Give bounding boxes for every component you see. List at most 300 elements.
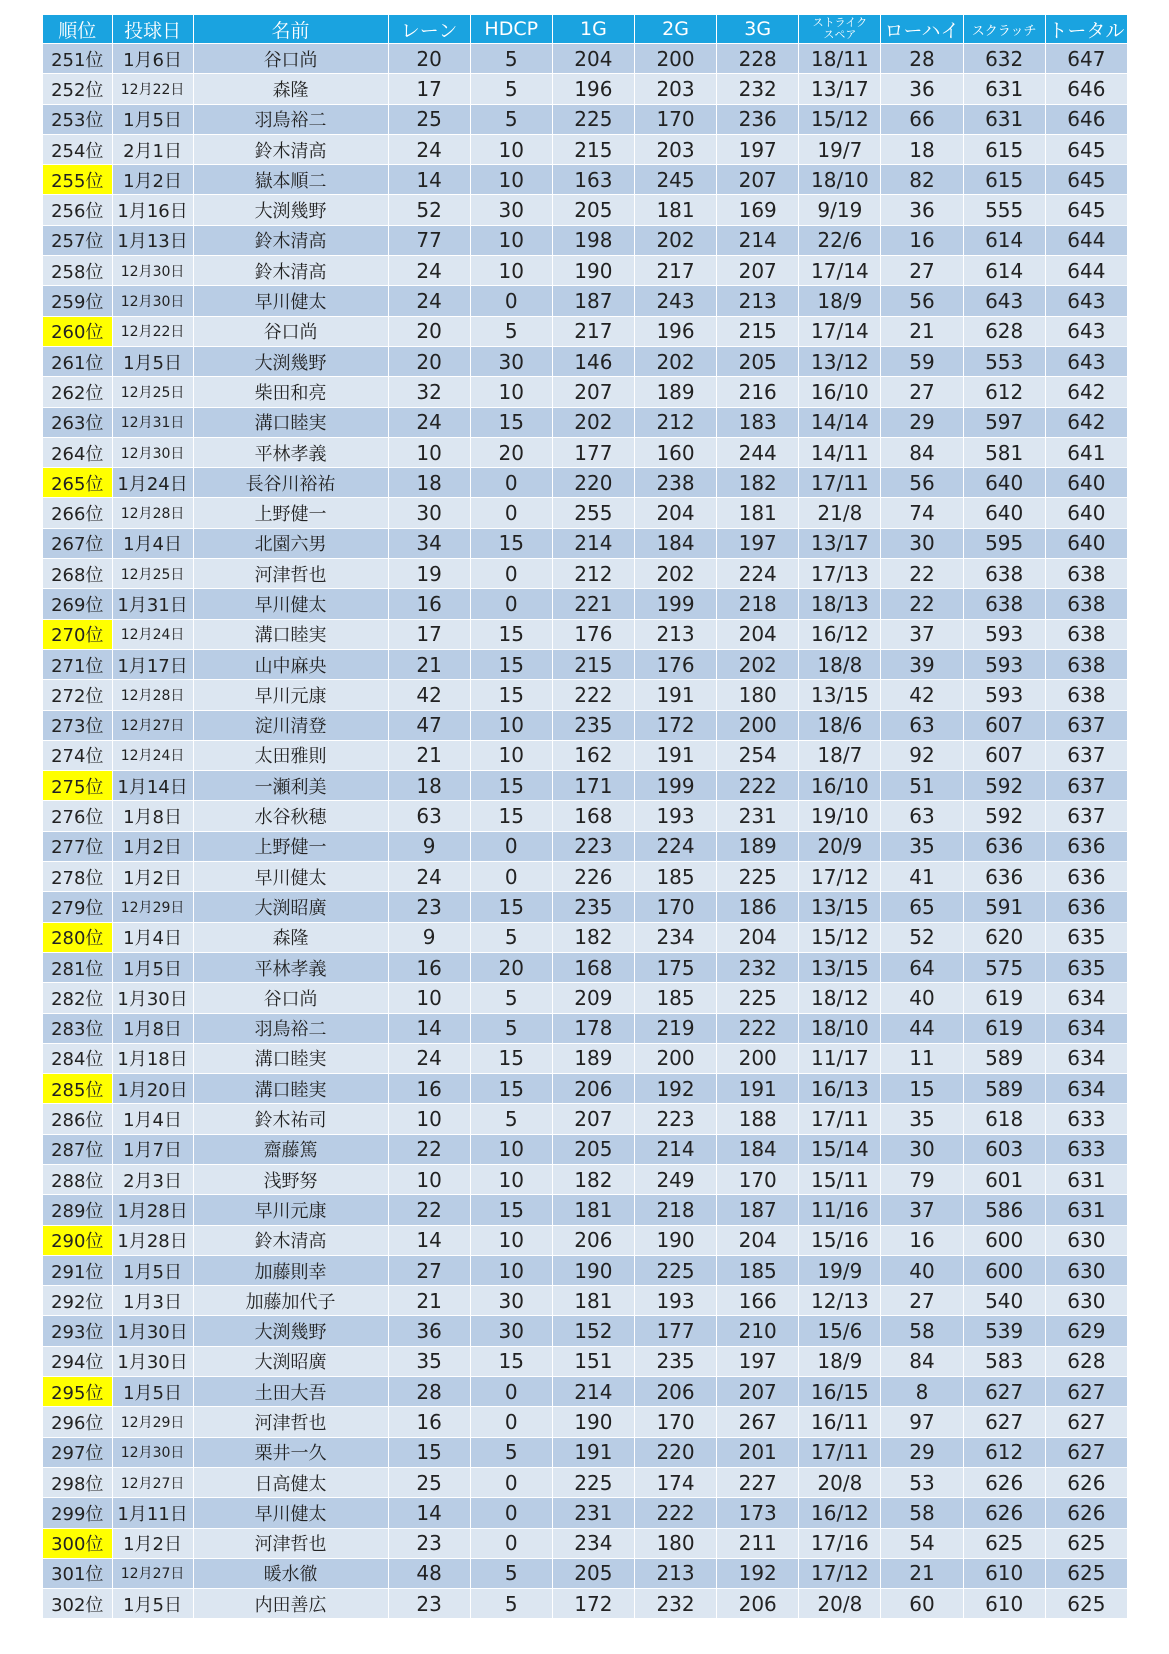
cell-rank: 292位 — [43, 1286, 113, 1316]
cell-lowhigh: 58 — [881, 1498, 963, 1528]
cell-game2: 238 — [634, 468, 716, 498]
cell-rank: 295位 — [43, 1377, 113, 1407]
cell-lowhigh: 29 — [881, 407, 963, 437]
cell-hdcp: 10 — [470, 134, 552, 164]
cell-strike-spare: 16/11 — [799, 1407, 881, 1437]
cell-game3: 225 — [717, 983, 799, 1013]
cell-rank: 281位 — [43, 952, 113, 982]
cell-total: 635 — [1045, 922, 1127, 952]
table-row — [43, 952, 1128, 982]
table-row — [43, 771, 1128, 801]
cell-lane: 36 — [388, 1316, 470, 1346]
cell-name: 早川健太 — [193, 286, 388, 316]
cell-game3: 170 — [717, 1164, 799, 1194]
cell-strike-spare: 9/19 — [799, 195, 881, 225]
cell-date: 1月5日 — [112, 346, 193, 376]
cell-date: 1月16日 — [112, 195, 193, 225]
cell-name: 大渕昭廣 — [193, 892, 388, 922]
cell-lowhigh: 63 — [881, 801, 963, 831]
cell-rank: 302位 — [43, 1589, 113, 1619]
cell-game1: 189 — [552, 1043, 634, 1073]
cell-total: 633 — [1045, 1104, 1127, 1134]
cell-date: 1月5日 — [112, 952, 193, 982]
cell-lane: 10 — [388, 1104, 470, 1134]
cell-game2: 206 — [634, 1377, 716, 1407]
cell-strike-spare: 17/14 — [799, 256, 881, 286]
header-strike-spare-line: スペア — [823, 28, 857, 41]
cell-total: 642 — [1045, 377, 1127, 407]
cell-game3: 228 — [717, 44, 799, 74]
cell-strike-spare: 17/13 — [799, 559, 881, 589]
cell-date: 1月28日 — [112, 1225, 193, 1255]
cell-total: 625 — [1045, 1558, 1127, 1588]
cell-game3: 216 — [717, 377, 799, 407]
cell-scratch: 607 — [963, 740, 1045, 770]
cell-name: 栗井一久 — [193, 1437, 388, 1467]
cell-hdcp: 10 — [470, 225, 552, 255]
cell-scratch: 589 — [963, 1043, 1045, 1073]
cell-hdcp: 30 — [470, 346, 552, 376]
cell-lane: 48 — [388, 1558, 470, 1588]
cell-game3: 191 — [717, 1074, 799, 1104]
cell-strike-spare: 17/12 — [799, 1558, 881, 1588]
cell-game2: 235 — [634, 1346, 716, 1376]
cell-strike-spare: 18/9 — [799, 286, 881, 316]
cell-name: 上野健一 — [193, 831, 388, 861]
cell-game2: 191 — [634, 740, 716, 770]
cell-name: 羽鳥裕二 — [193, 1013, 388, 1043]
cell-strike-spare: 20/8 — [799, 1589, 881, 1619]
cell-strike-spare: 18/7 — [799, 740, 881, 770]
cell-strike-spare: 17/11 — [799, 468, 881, 498]
cell-date: 1月5日 — [112, 1589, 193, 1619]
cell-game1: 152 — [552, 1316, 634, 1346]
cell-strike-spare: 17/11 — [799, 1437, 881, 1467]
cell-date: 1月4日 — [112, 922, 193, 952]
cell-scratch: 593 — [963, 649, 1045, 679]
cell-game1: 225 — [552, 1467, 634, 1497]
cell-lane: 35 — [388, 1346, 470, 1376]
cell-scratch: 539 — [963, 1316, 1045, 1346]
cell-game2: 199 — [634, 771, 716, 801]
cell-hdcp: 5 — [470, 1558, 552, 1588]
table-row — [43, 437, 1128, 467]
cell-game2: 200 — [634, 1043, 716, 1073]
cell-rank: 275位 — [43, 771, 113, 801]
cell-game1: 205 — [552, 195, 634, 225]
cell-strike-spare: 15/16 — [799, 1225, 881, 1255]
cell-total: 636 — [1045, 831, 1127, 861]
cell-game3: 254 — [717, 740, 799, 770]
cell-scratch: 591 — [963, 892, 1045, 922]
cell-lane: 23 — [388, 892, 470, 922]
cell-game1: 215 — [552, 649, 634, 679]
cell-date: 1月18日 — [112, 1043, 193, 1073]
table-row — [43, 134, 1128, 164]
cell-date: 1月24日 — [112, 468, 193, 498]
header-rank: 順位 — [43, 15, 113, 44]
cell-rank: 261位 — [43, 346, 113, 376]
cell-date: 1月5日 — [112, 1255, 193, 1285]
cell-total: 643 — [1045, 316, 1127, 346]
header-strike-spare — [799, 15, 881, 44]
cell-lowhigh: 58 — [881, 1316, 963, 1346]
cell-lowhigh: 36 — [881, 195, 963, 225]
cell-game2: 202 — [634, 225, 716, 255]
cell-game2: 185 — [634, 983, 716, 1013]
cell-game3: 189 — [717, 831, 799, 861]
table-row — [43, 1528, 1128, 1558]
cell-scratch: 643 — [963, 286, 1045, 316]
cell-scratch: 620 — [963, 922, 1045, 952]
cell-lowhigh: 21 — [881, 1558, 963, 1588]
cell-date: 1月3日 — [112, 1286, 193, 1316]
cell-lane: 24 — [388, 407, 470, 437]
cell-lane: 10 — [388, 437, 470, 467]
cell-game1: 178 — [552, 1013, 634, 1043]
cell-lane: 34 — [388, 528, 470, 558]
cell-rank: 286位 — [43, 1104, 113, 1134]
cell-date: 1月31日 — [112, 589, 193, 619]
cell-date: 1月5日 — [112, 1377, 193, 1407]
cell-strike-spare: 18/11 — [799, 44, 881, 74]
table-row — [43, 680, 1128, 710]
cell-lane: 19 — [388, 559, 470, 589]
cell-total: 638 — [1045, 589, 1127, 619]
cell-name: 内田善広 — [193, 1589, 388, 1619]
cell-name: 加藤則幸 — [193, 1255, 388, 1285]
cell-name: 溝口睦実 — [193, 619, 388, 649]
cell-lane: 10 — [388, 983, 470, 1013]
cell-name: 河津哲也 — [193, 1528, 388, 1558]
cell-total: 633 — [1045, 1134, 1127, 1164]
cell-strike-spare: 17/12 — [799, 862, 881, 892]
cell-rank: 297位 — [43, 1437, 113, 1467]
cell-hdcp: 15 — [470, 892, 552, 922]
cell-scratch: 615 — [963, 134, 1045, 164]
table-row — [43, 1437, 1128, 1467]
cell-hdcp: 0 — [470, 498, 552, 528]
cell-game1: 151 — [552, 1346, 634, 1376]
table-row — [43, 286, 1128, 316]
cell-strike-spare: 22/6 — [799, 225, 881, 255]
cell-scratch: 626 — [963, 1498, 1045, 1528]
cell-game3: 182 — [717, 468, 799, 498]
cell-game1: 202 — [552, 407, 634, 437]
cell-scratch: 540 — [963, 1286, 1045, 1316]
cell-total: 637 — [1045, 771, 1127, 801]
cell-strike-spare: 18/10 — [799, 1013, 881, 1043]
cell-name: 大渕幾野 — [193, 346, 388, 376]
cell-total: 631 — [1045, 1164, 1127, 1194]
cell-strike-spare: 16/12 — [799, 619, 881, 649]
cell-scratch: 581 — [963, 437, 1045, 467]
cell-game2: 218 — [634, 1195, 716, 1225]
cell-game3: 232 — [717, 74, 799, 104]
cell-lowhigh: 27 — [881, 1286, 963, 1316]
cell-hdcp: 15 — [470, 1043, 552, 1073]
cell-game1: 255 — [552, 498, 634, 528]
cell-rank: 271位 — [43, 649, 113, 679]
cell-rank: 254位 — [43, 134, 113, 164]
ranking-table — [42, 14, 1128, 1619]
cell-strike-spare: 15/14 — [799, 1134, 881, 1164]
cell-game1: 209 — [552, 983, 634, 1013]
cell-date: 1月30日 — [112, 1316, 193, 1346]
cell-game1: 177 — [552, 437, 634, 467]
cell-lowhigh: 22 — [881, 559, 963, 589]
cell-date: 1月14日 — [112, 771, 193, 801]
table-row — [43, 1407, 1128, 1437]
cell-hdcp: 0 — [470, 1407, 552, 1437]
cell-lane: 25 — [388, 1467, 470, 1497]
cell-scratch: 627 — [963, 1407, 1045, 1437]
cell-game2: 193 — [634, 1286, 716, 1316]
cell-hdcp: 10 — [470, 1225, 552, 1255]
cell-game3: 207 — [717, 256, 799, 286]
cell-scratch: 610 — [963, 1589, 1045, 1619]
cell-hdcp: 15 — [470, 1074, 552, 1104]
table-row — [43, 74, 1128, 104]
table-row — [43, 225, 1128, 255]
cell-name: 早川健太 — [193, 1498, 388, 1528]
cell-name: 鈴木清高 — [193, 134, 388, 164]
cell-hdcp: 15 — [470, 801, 552, 831]
cell-hdcp: 5 — [470, 316, 552, 346]
cell-scratch: 601 — [963, 1164, 1045, 1194]
cell-lane: 30 — [388, 498, 470, 528]
cell-game1: 235 — [552, 710, 634, 740]
cell-rank: 289位 — [43, 1195, 113, 1225]
header-lane: レーン — [388, 15, 470, 44]
cell-rank: 258位 — [43, 256, 113, 286]
cell-rank: 278位 — [43, 862, 113, 892]
cell-game3: 205 — [717, 346, 799, 376]
cell-game2: 189 — [634, 377, 716, 407]
cell-strike-spare: 17/16 — [799, 1528, 881, 1558]
cell-total: 637 — [1045, 740, 1127, 770]
cell-total: 643 — [1045, 286, 1127, 316]
cell-lowhigh: 28 — [881, 44, 963, 74]
cell-game3: 215 — [717, 316, 799, 346]
table-row — [43, 165, 1128, 195]
cell-game2: 177 — [634, 1316, 716, 1346]
cell-lowhigh: 60 — [881, 1589, 963, 1619]
cell-date: 2月3日 — [112, 1164, 193, 1194]
cell-total: 640 — [1045, 528, 1127, 558]
cell-hdcp: 10 — [470, 710, 552, 740]
cell-name: 羽鳥裕二 — [193, 104, 388, 134]
cell-game1: 172 — [552, 1589, 634, 1619]
cell-game2: 199 — [634, 589, 716, 619]
cell-hdcp: 20 — [470, 952, 552, 982]
cell-name: 谷口尚 — [193, 44, 388, 74]
header-strike-spare-line: ストライク — [812, 16, 868, 29]
cell-hdcp: 0 — [470, 1498, 552, 1528]
cell-game3: 186 — [717, 892, 799, 922]
cell-scratch: 592 — [963, 771, 1045, 801]
cell-game2: 225 — [634, 1255, 716, 1285]
cell-hdcp: 15 — [470, 1195, 552, 1225]
cell-game1: 231 — [552, 1498, 634, 1528]
cell-name: 溝口睦実 — [193, 1043, 388, 1073]
cell-game3: 181 — [717, 498, 799, 528]
cell-lowhigh: 16 — [881, 1225, 963, 1255]
table-row — [43, 1498, 1128, 1528]
cell-hdcp: 15 — [470, 680, 552, 710]
cell-game1: 171 — [552, 771, 634, 801]
table-row — [43, 831, 1128, 861]
cell-total: 645 — [1045, 195, 1127, 225]
cell-lowhigh: 18 — [881, 134, 963, 164]
cell-lowhigh: 53 — [881, 1467, 963, 1497]
cell-total: 635 — [1045, 952, 1127, 982]
cell-rank: 298位 — [43, 1467, 113, 1497]
cell-date: 12月30日 — [112, 437, 193, 467]
cell-date: 12月31日 — [112, 407, 193, 437]
cell-total: 631 — [1045, 1195, 1127, 1225]
cell-game2: 212 — [634, 407, 716, 437]
cell-hdcp: 5 — [470, 104, 552, 134]
table-row — [43, 256, 1128, 286]
cell-game1: 226 — [552, 862, 634, 892]
cell-lane: 23 — [388, 1528, 470, 1558]
cell-scratch: 640 — [963, 498, 1045, 528]
table-row — [43, 407, 1128, 437]
cell-lowhigh: 21 — [881, 316, 963, 346]
cell-game2: 181 — [634, 195, 716, 225]
cell-lane: 21 — [388, 1286, 470, 1316]
cell-lane: 24 — [388, 256, 470, 286]
cell-game3: 173 — [717, 1498, 799, 1528]
cell-lane: 20 — [388, 346, 470, 376]
cell-name: 柴田和亮 — [193, 377, 388, 407]
cell-game2: 203 — [634, 134, 716, 164]
cell-strike-spare: 19/10 — [799, 801, 881, 831]
cell-lane: 22 — [388, 1134, 470, 1164]
cell-game2: 220 — [634, 1437, 716, 1467]
cell-total: 630 — [1045, 1255, 1127, 1285]
cell-scratch: 619 — [963, 983, 1045, 1013]
table-row — [43, 1467, 1128, 1497]
table-header — [43, 15, 1128, 44]
cell-scratch: 615 — [963, 165, 1045, 195]
cell-game3: 183 — [717, 407, 799, 437]
cell-game3: 227 — [717, 1467, 799, 1497]
cell-hdcp: 30 — [470, 1286, 552, 1316]
cell-lane: 47 — [388, 710, 470, 740]
cell-scratch: 628 — [963, 316, 1045, 346]
cell-scratch: 593 — [963, 680, 1045, 710]
cell-date: 12月22日 — [112, 316, 193, 346]
header-lowhigh: ローハイ — [881, 15, 963, 44]
cell-rank: 300位 — [43, 1528, 113, 1558]
cell-total: 627 — [1045, 1407, 1127, 1437]
cell-game3: 210 — [717, 1316, 799, 1346]
cell-name: 鈴木清高 — [193, 225, 388, 255]
cell-hdcp: 15 — [470, 649, 552, 679]
cell-rank: 279位 — [43, 892, 113, 922]
cell-lane: 14 — [388, 1498, 470, 1528]
cell-lowhigh: 35 — [881, 831, 963, 861]
cell-game2: 202 — [634, 559, 716, 589]
cell-name: 谷口尚 — [193, 983, 388, 1013]
cell-name: 大渕幾野 — [193, 1316, 388, 1346]
cell-name: 溝口睦実 — [193, 1074, 388, 1104]
cell-date: 1月4日 — [112, 528, 193, 558]
cell-game1: 190 — [552, 256, 634, 286]
cell-date: 1月8日 — [112, 801, 193, 831]
cell-rank: 283位 — [43, 1013, 113, 1043]
cell-scratch: 583 — [963, 1346, 1045, 1376]
cell-name: 水谷秋穂 — [193, 801, 388, 831]
cell-scratch: 638 — [963, 589, 1045, 619]
cell-name: 浅野努 — [193, 1164, 388, 1194]
cell-hdcp: 10 — [470, 1134, 552, 1164]
cell-hdcp: 10 — [470, 1255, 552, 1285]
cell-total: 645 — [1045, 134, 1127, 164]
cell-scratch: 575 — [963, 952, 1045, 982]
cell-game3: 244 — [717, 437, 799, 467]
cell-lowhigh: 8 — [881, 1377, 963, 1407]
cell-lane: 63 — [388, 801, 470, 831]
cell-hdcp: 0 — [470, 286, 552, 316]
cell-lowhigh: 82 — [881, 165, 963, 195]
cell-game3: 231 — [717, 801, 799, 831]
table-row — [43, 1558, 1128, 1588]
cell-hdcp: 20 — [470, 437, 552, 467]
cell-date: 1月7日 — [112, 1134, 193, 1164]
cell-lane: 14 — [388, 165, 470, 195]
cell-name: 早川元康 — [193, 680, 388, 710]
cell-total: 630 — [1045, 1286, 1127, 1316]
cell-scratch: 640 — [963, 468, 1045, 498]
cell-hdcp: 5 — [470, 74, 552, 104]
cell-game2: 223 — [634, 1104, 716, 1134]
cell-lowhigh: 44 — [881, 1013, 963, 1043]
cell-rank: 280位 — [43, 922, 113, 952]
cell-hdcp: 0 — [470, 1467, 552, 1497]
cell-rank: 296位 — [43, 1407, 113, 1437]
cell-date: 1月4日 — [112, 1104, 193, 1134]
cell-scratch: 636 — [963, 831, 1045, 861]
cell-game2: 213 — [634, 619, 716, 649]
cell-strike-spare: 13/17 — [799, 528, 881, 558]
cell-lane: 18 — [388, 771, 470, 801]
cell-total: 627 — [1045, 1377, 1127, 1407]
cell-game1: 206 — [552, 1074, 634, 1104]
cell-game1: 204 — [552, 44, 634, 74]
cell-game1: 190 — [552, 1255, 634, 1285]
cell-game2: 172 — [634, 710, 716, 740]
cell-total: 641 — [1045, 437, 1127, 467]
cell-hdcp: 15 — [470, 1346, 552, 1376]
cell-game2: 243 — [634, 286, 716, 316]
cell-game2: 176 — [634, 649, 716, 679]
cell-game3: 232 — [717, 952, 799, 982]
cell-strike-spare: 18/8 — [799, 649, 881, 679]
header-hdcp: HDCP — [470, 15, 552, 44]
cell-total: 627 — [1045, 1437, 1127, 1467]
cell-strike-spare: 13/15 — [799, 892, 881, 922]
cell-total: 644 — [1045, 225, 1127, 255]
table-row — [43, 1225, 1128, 1255]
cell-strike-spare: 18/9 — [799, 1346, 881, 1376]
cell-rank: 301位 — [43, 1558, 113, 1588]
cell-strike-spare: 18/13 — [799, 589, 881, 619]
cell-total: 634 — [1045, 983, 1127, 1013]
cell-lane: 18 — [388, 468, 470, 498]
